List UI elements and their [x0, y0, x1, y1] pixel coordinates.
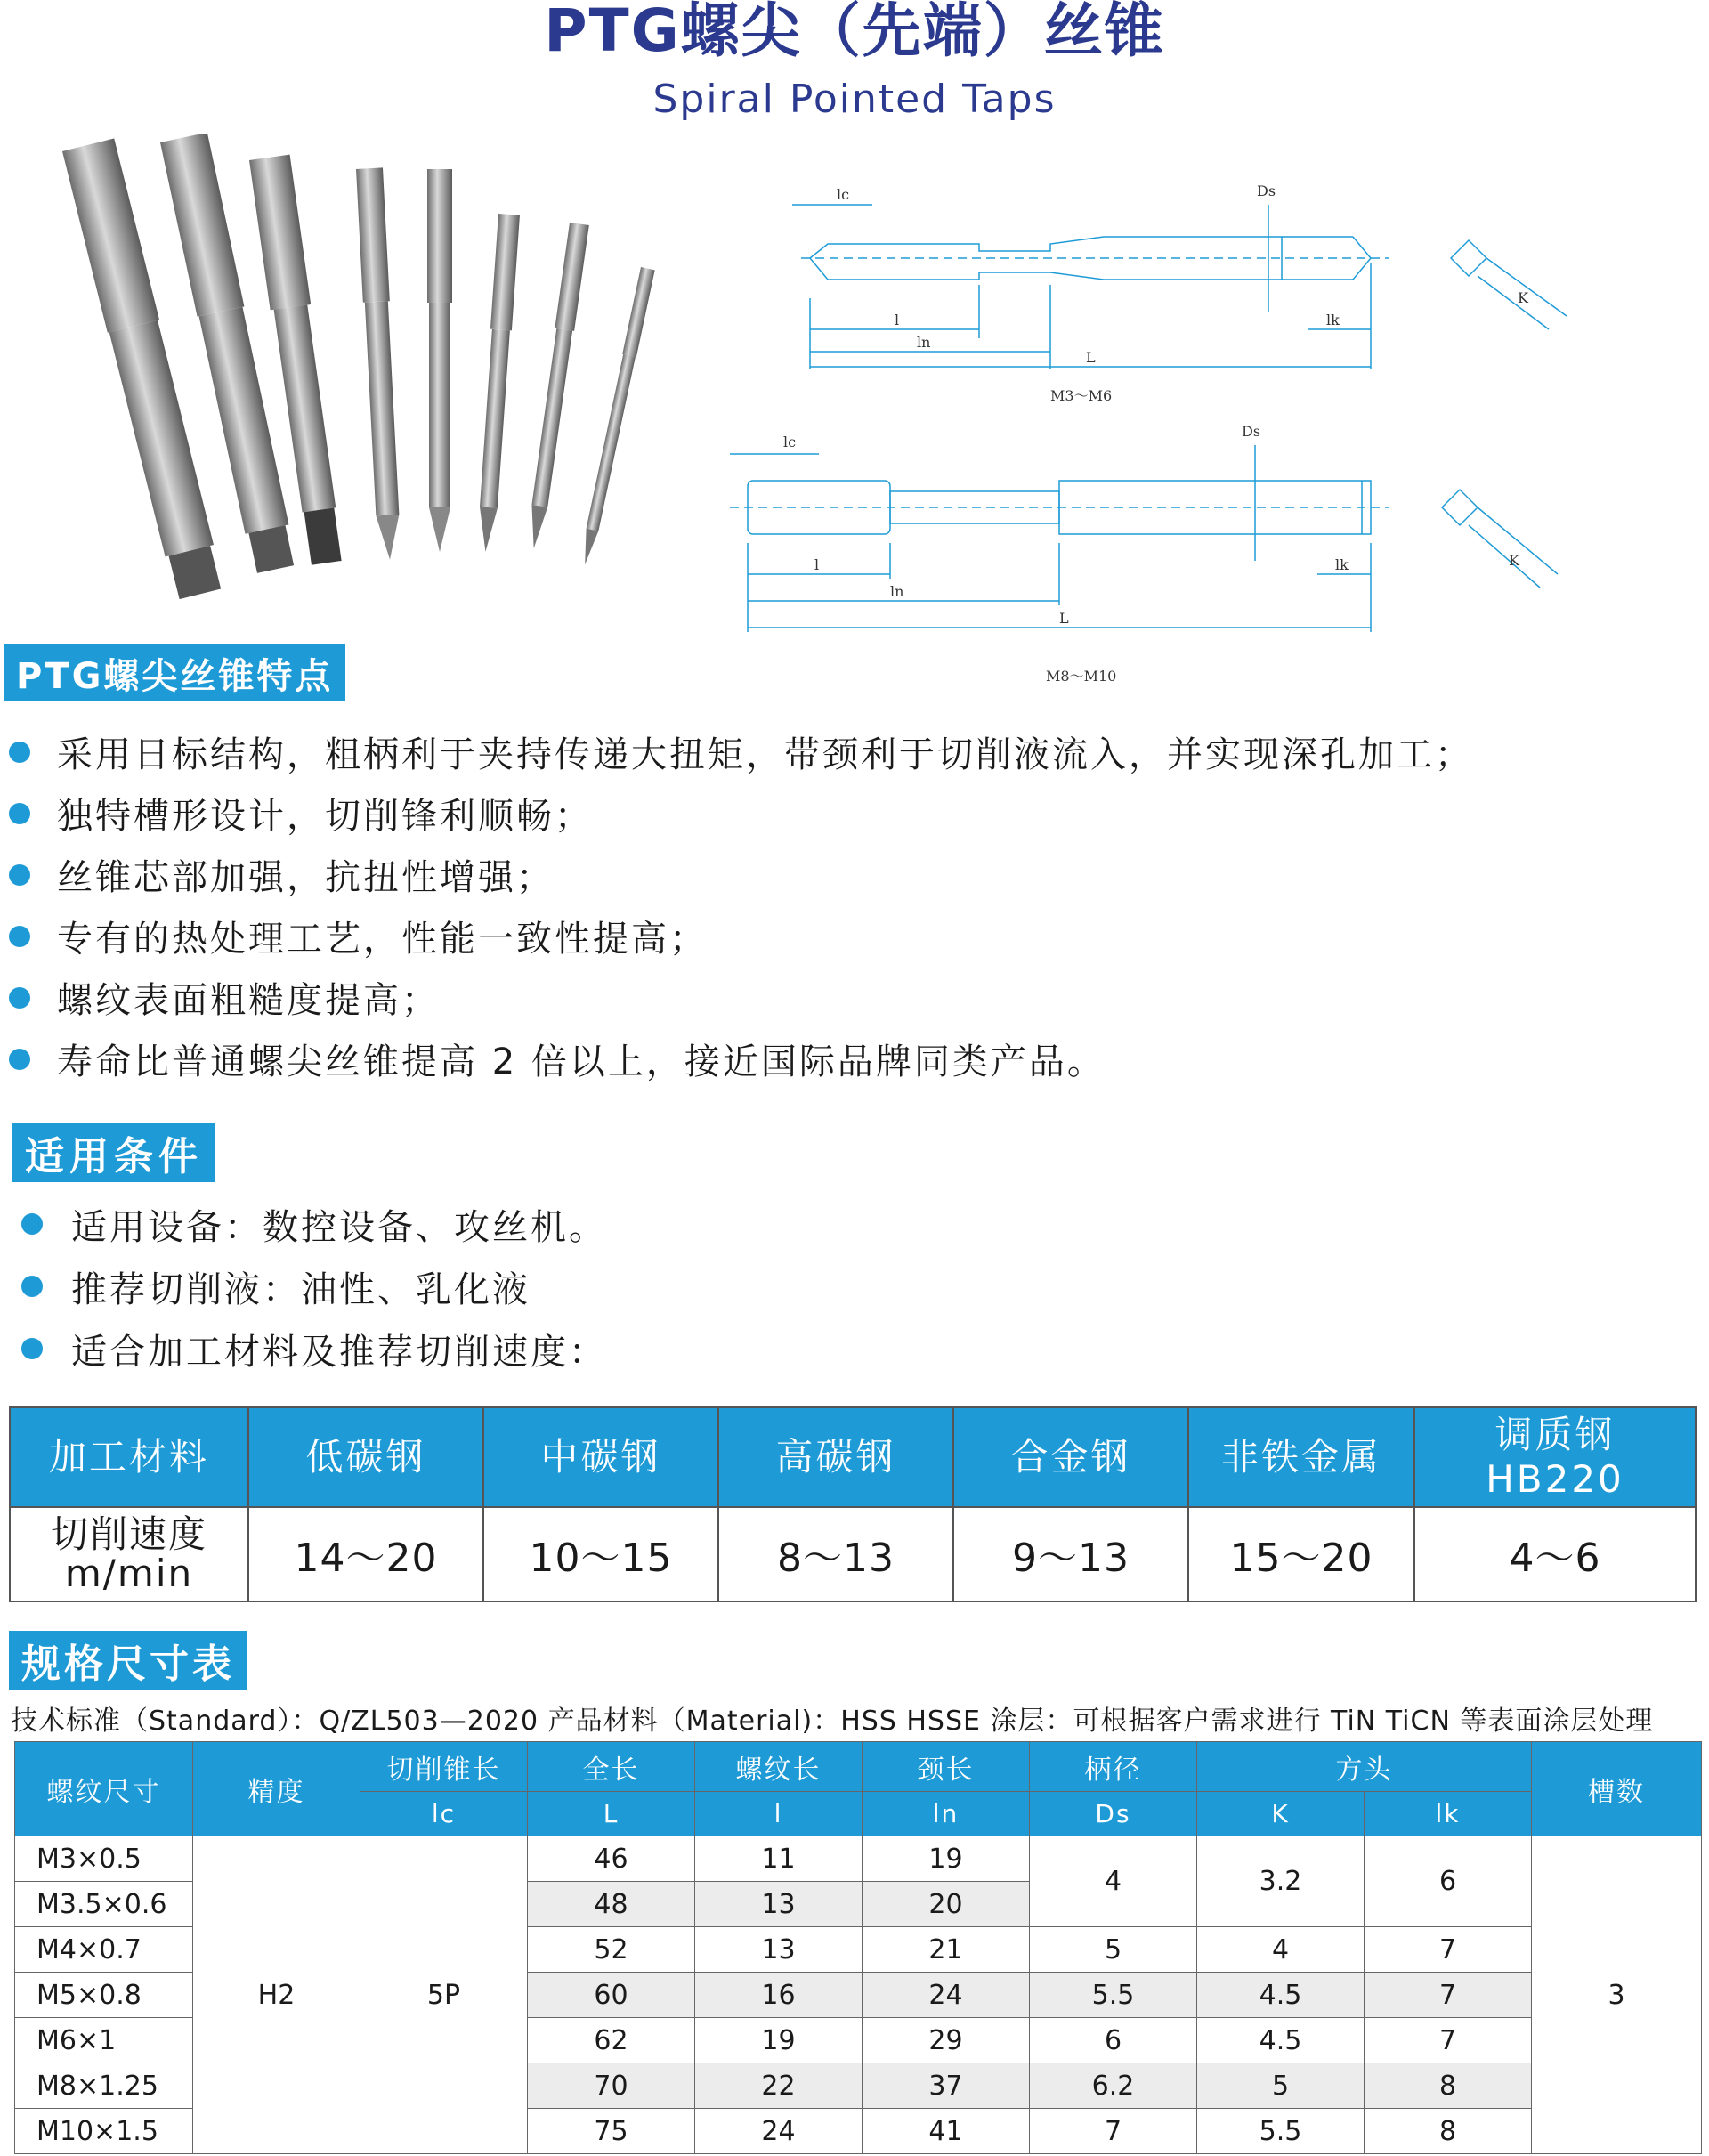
- cell-l: 13: [695, 1927, 863, 1973]
- bullet-dot-icon: [9, 803, 30, 824]
- cell-size: M3.5×0.6: [15, 1882, 193, 1927]
- cell-ln: 37: [863, 2063, 1030, 2109]
- cell-ln: 41: [863, 2109, 1030, 2154]
- cell-l: 16: [695, 1973, 863, 2018]
- tap-7: [524, 223, 589, 549]
- col-neck-sym: ln: [863, 1792, 1030, 1836]
- cell-l: 13: [695, 1882, 863, 1927]
- col-shank: 柄径: [1030, 1742, 1197, 1792]
- cell-lk: 8: [1365, 2109, 1532, 2154]
- material-cell: 调质钢 HB220: [1414, 1407, 1696, 1507]
- dim-lc-bottom: lc: [783, 434, 797, 450]
- dim-ln-top: ln: [917, 334, 931, 351]
- cell-ln: 21: [863, 1927, 1030, 1973]
- col-size: 螺纹尺寸: [15, 1742, 193, 1836]
- dim-L-top: L: [1086, 349, 1096, 366]
- col-chamfer: 切削锥长: [360, 1742, 528, 1792]
- bullet-dot-icon: [9, 742, 30, 763]
- cell-K: 5: [1197, 2063, 1365, 2109]
- standard-line: 技术标准（Standard）：Q/ZL503—2020 产品材料（Material)：HSS HSSE 涂层：可根据客户需求进行 TiN TiCN 等表面涂层处理: [11, 1706, 1654, 1737]
- col-chamfer-sym: lc: [360, 1792, 528, 1836]
- dim-l-bottom: l: [814, 556, 820, 573]
- col-square: 方头: [1197, 1742, 1532, 1792]
- bullet-dot-icon: [9, 864, 30, 886]
- cell-L: 70: [528, 2063, 695, 2109]
- cell-ln: 19: [863, 1836, 1030, 1882]
- features-list: [9, 721, 1700, 1090]
- drawing-caption-bottom: M8～M10: [1046, 668, 1117, 685]
- bullet-dot-icon: [21, 1213, 43, 1235]
- dim-Ds-bottom: Ds: [1242, 423, 1261, 440]
- col-square-k: K: [1197, 1792, 1365, 1836]
- list-item: 推荐切削液：油性、乳化液: [21, 1255, 1695, 1317]
- bullet-dot-icon: [9, 926, 30, 947]
- tap-4: [356, 167, 403, 560]
- dim-lk-top: lk: [1326, 312, 1340, 328]
- speed-cell: 4～6: [1414, 1507, 1696, 1601]
- cell-size: M3×0.5: [15, 1836, 193, 1882]
- cell-size: M4×0.7: [15, 1927, 193, 1973]
- section-conditions-title: 适用条件: [12, 1123, 215, 1182]
- cell-L: 60: [528, 1973, 695, 2018]
- page-title: PTG螺尖（先端）丝锥: [544, 0, 1165, 65]
- list-item: 适用设备：数控设备、攻丝机。: [21, 1193, 1695, 1255]
- col-total: 全长: [528, 1742, 695, 1792]
- page-subtitle: Spiral Pointed Taps: [652, 77, 1057, 122]
- section-features-title: PTG螺尖丝锥特点: [4, 644, 345, 701]
- cell-ln: 20: [863, 1882, 1030, 1927]
- material-cell: 合金钢: [953, 1407, 1188, 1507]
- tap-6: [474, 214, 519, 553]
- cell-Ds: 6: [1030, 2018, 1197, 2063]
- cell-K: 3.2: [1197, 1836, 1365, 1927]
- material-cell: 低碳钢: [248, 1407, 483, 1507]
- cell-K: 5.5: [1197, 2109, 1365, 2154]
- cell-precision: H2: [193, 1836, 360, 2154]
- cell-lk: 6: [1365, 1836, 1532, 1927]
- cell-lk: 7: [1365, 1927, 1532, 1973]
- cell-l: 11: [695, 1836, 863, 1882]
- col-thread-sym: l: [695, 1792, 863, 1836]
- cell-size: M5×0.8: [15, 1973, 193, 2018]
- dim-lk-bottom: lk: [1335, 556, 1349, 573]
- cell-l: 22: [695, 2063, 863, 2109]
- cell-flutes: 3: [1532, 1836, 1702, 2154]
- cell-size: M6×1: [15, 2018, 193, 2063]
- conditions-list: [21, 1193, 1695, 1380]
- cell-Ds: 7: [1030, 2109, 1197, 2154]
- dim-l-top: l: [895, 312, 900, 328]
- cell-Ds: 4: [1030, 1836, 1197, 1927]
- list-item: 丝锥芯部加强，抗扭性增强；: [9, 844, 1700, 905]
- list-item: 采用日标结构，粗柄利于夹持传递大扭矩，带颈利于切削液流入，并实现深孔加工；: [9, 721, 1700, 782]
- section-spec-title: 规格尺寸表: [9, 1631, 247, 1690]
- speed-cell: 15～20: [1188, 1507, 1414, 1601]
- tap-5: [427, 169, 452, 552]
- cell-size: M10×1.5: [15, 2109, 193, 2154]
- table-row: [10, 1507, 1696, 1601]
- bullet-dot-icon: [9, 987, 30, 1009]
- material-cell: 非铁金属: [1188, 1407, 1414, 1507]
- speed-cell: 10～15: [483, 1507, 718, 1601]
- col-neck: 颈长: [863, 1742, 1030, 1792]
- cell-L: 75: [528, 2109, 695, 2154]
- cell-ln: 29: [863, 2018, 1030, 2063]
- speed-cell: 14～20: [248, 1507, 483, 1601]
- cell-l: 19: [695, 2018, 863, 2063]
- dim-K-top: K: [1518, 289, 1528, 306]
- table-row: [10, 1407, 1696, 1507]
- cell-L: 48: [528, 1882, 695, 1927]
- spec-table: [14, 1741, 1702, 2154]
- list-item: 专有的热处理工艺，性能一致性提高；: [9, 905, 1700, 967]
- cell-L: 46: [528, 1836, 695, 1882]
- taps-product-photo: [27, 134, 685, 632]
- cutting-speed-table: [9, 1406, 1697, 1602]
- col-thread: 螺纹长: [695, 1742, 863, 1792]
- bullet-dot-icon: [9, 1049, 30, 1070]
- cell-Ds: 6.2: [1030, 2063, 1197, 2109]
- cell-lk: 7: [1365, 2018, 1532, 2063]
- speed-cell: 9～13: [953, 1507, 1188, 1601]
- material-cell: 高碳钢: [718, 1407, 953, 1507]
- cell-Ds: 5: [1030, 1927, 1197, 1973]
- dim-L-bottom: L: [1059, 610, 1069, 627]
- tap-8: [578, 267, 654, 566]
- material-header: 加工材料: [10, 1407, 248, 1507]
- list-item: 寿命比普通螺尖丝锥提高 2 倍以上，接近国际品牌同类产品。: [9, 1028, 1700, 1090]
- cell-ln: 24: [863, 1973, 1030, 2018]
- cell-K: 4.5: [1197, 1973, 1365, 2018]
- dim-ln-bottom: ln: [890, 583, 904, 600]
- speed-cell: 8～13: [718, 1507, 953, 1601]
- list-item: 适合加工材料及推荐切削速度：: [21, 1317, 1695, 1380]
- cell-chamfer: 5P: [360, 1836, 528, 2154]
- material-cell: 中碳钢: [483, 1407, 718, 1507]
- col-precision: 精度: [193, 1742, 360, 1836]
- dim-K-bottom: K: [1509, 552, 1519, 569]
- cell-K: 4: [1197, 1927, 1365, 1973]
- speed-row-label: 切削速度 m/min: [10, 1507, 248, 1601]
- cell-L: 52: [528, 1927, 695, 1973]
- dim-Ds-top: Ds: [1257, 182, 1276, 199]
- col-flutes: 槽数: [1532, 1742, 1702, 1836]
- bullet-dot-icon: [21, 1338, 43, 1359]
- list-item: 独特槽形设计，切削锋利顺畅；: [9, 782, 1700, 844]
- dim-lc-top: lc: [837, 186, 850, 203]
- table-row: [15, 1836, 1702, 1882]
- col-total-sym: L: [528, 1792, 695, 1836]
- cell-lk: 8: [1365, 2063, 1532, 2109]
- col-shank-sym: Ds: [1030, 1792, 1197, 1836]
- list-item: 螺纹表面粗糙度提高；: [9, 967, 1700, 1028]
- bullet-dot-icon: [21, 1276, 43, 1297]
- cell-L: 62: [528, 2018, 695, 2063]
- cell-l: 24: [695, 2109, 863, 2154]
- technical-drawing: [712, 169, 1602, 703]
- cell-size: M8×1.25: [15, 2063, 193, 2109]
- cell-Ds: 5.5: [1030, 1973, 1197, 2018]
- table-row: [15, 1742, 1702, 1792]
- cell-lk: 7: [1365, 1973, 1532, 2018]
- drawing-caption-top: M3～M6: [1050, 387, 1113, 404]
- cell-K: 4.5: [1197, 2018, 1365, 2063]
- col-square-lk: lk: [1365, 1792, 1532, 1836]
